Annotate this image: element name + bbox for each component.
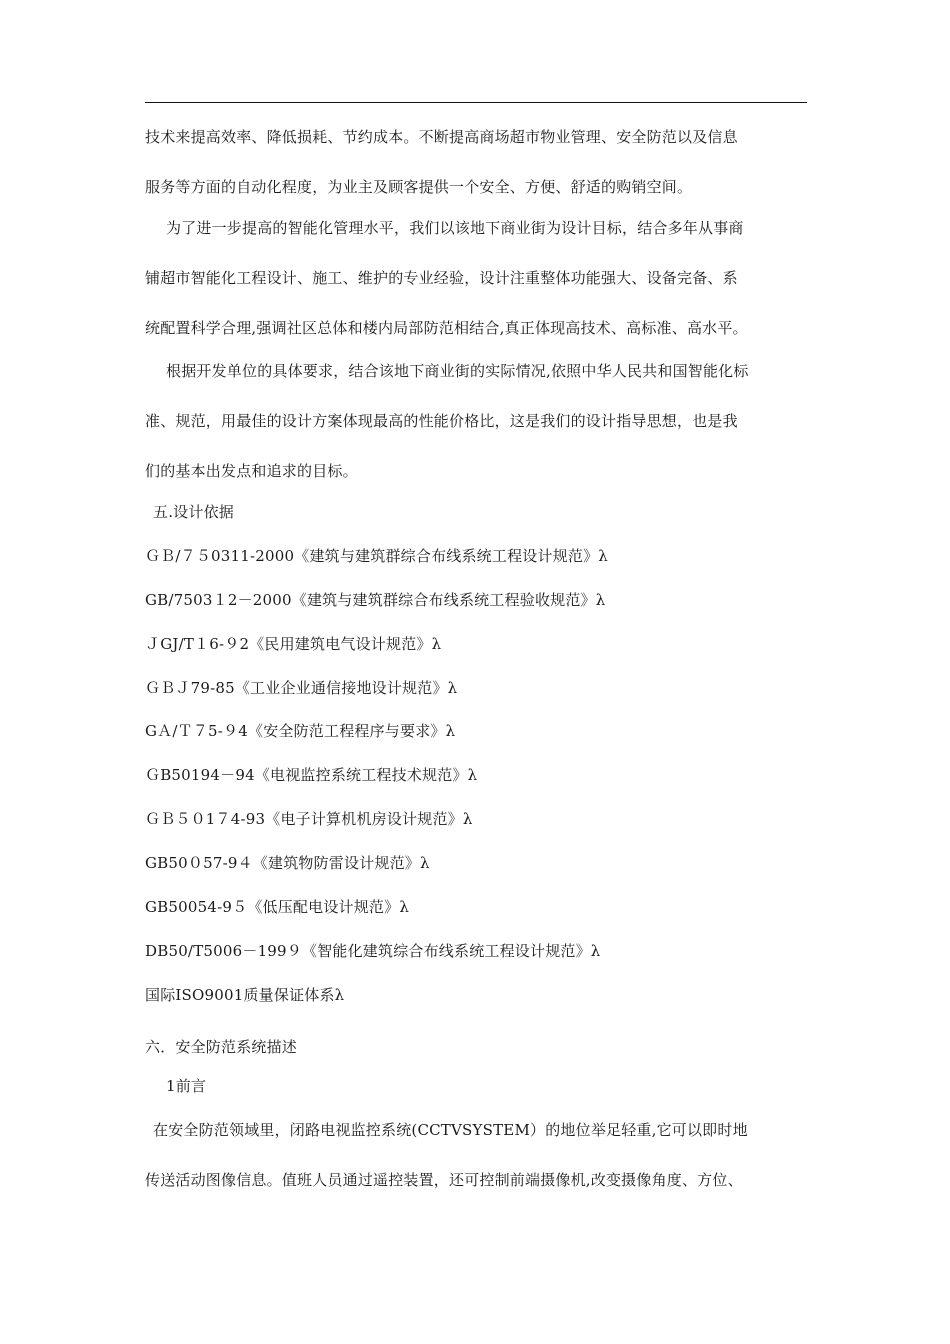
standard-item: ＧＢＪ79-85《工业企业通信接地设计规范》λ bbox=[145, 679, 458, 697]
body-text-line: 铺超市智能化工程设计、施工、维护的专业经验，设计注重整体功能强大、设备完备、系 bbox=[145, 269, 738, 287]
standard-item: GＡ/Ｔ７5-９4《安全防范工程程序与要求》λ bbox=[145, 722, 456, 740]
standard-item: ＧＢ/７５0311-2000《建筑与建筑群综合布线系统工程设计规范》λ bbox=[145, 547, 608, 565]
body-text-line: 在安全防范领域里，闭路电视监控系统(CCTVSYSTEM）的地位举足轻重,它可以即时地 bbox=[153, 1121, 748, 1139]
subsection-heading: 1前言 bbox=[166, 1077, 207, 1095]
section-heading: 五.设计依据 bbox=[153, 503, 234, 521]
body-text-line: 们的基本出发点和追求的目标。 bbox=[145, 462, 358, 480]
body-text-line: 统配置科学合理,强调社区总体和楼内局部防范相结合,真正体现高技术、高标准、高水平。 bbox=[145, 319, 748, 337]
body-text-line: 准、规范，用最佳的设计方案体现最高的性能价格比，这是我们的设计指导思想，也是我 bbox=[145, 412, 738, 430]
standard-item: 国际ISO9001质量保证体系λ bbox=[145, 986, 345, 1004]
body-text-line: 传送活动图像信息。值班人员通过遥控装置，还可控制前端摄像机,改变摄像角度、方位、 bbox=[145, 1171, 743, 1189]
standard-item: ＪGJ/T１6-９2《民用建筑电气设计规范》λ bbox=[145, 635, 442, 653]
header-rule bbox=[145, 102, 807, 103]
body-text-line: 技术来提高效率、降低损耗、节约成本。不断提高商场超市物业管理、安全防范以及信息 bbox=[145, 128, 738, 146]
standard-item: GB50０57-9４《建筑物防雷设计规范》λ bbox=[145, 854, 430, 872]
standard-item: ＧＢ５０1７4-93《电子计算机机房设计规范》λ bbox=[145, 810, 473, 828]
body-text-line: 为了进一步提高的智能化管理水平，我们以该地下商业街为设计目标，结合多年从事商 bbox=[166, 219, 744, 237]
standard-item: GB50054-9５《低压配电设计规范》λ bbox=[145, 898, 410, 916]
standard-item: ＧB50194－94《电视监控系统工程技术规范》λ bbox=[145, 766, 478, 784]
standard-item: DB50/T5006－199９《智能化建筑综合布线系统工程设计规范》λ bbox=[145, 942, 601, 960]
body-text-line: 根据开发单位的具体要求，结合该地下商业街的实际情况,依照中华人民共和国智能化标 bbox=[166, 362, 749, 380]
body-text-line: 服务等方面的自动化程度，为业主及顾客提供一个安全、方便、舒适的购销空间。 bbox=[145, 178, 693, 196]
standard-item: GB/7503１2－2000《建筑与建筑群综合布线系统工程验收规范》λ bbox=[145, 591, 606, 609]
section-heading: 六．安全防范系统描述 bbox=[145, 1038, 298, 1056]
